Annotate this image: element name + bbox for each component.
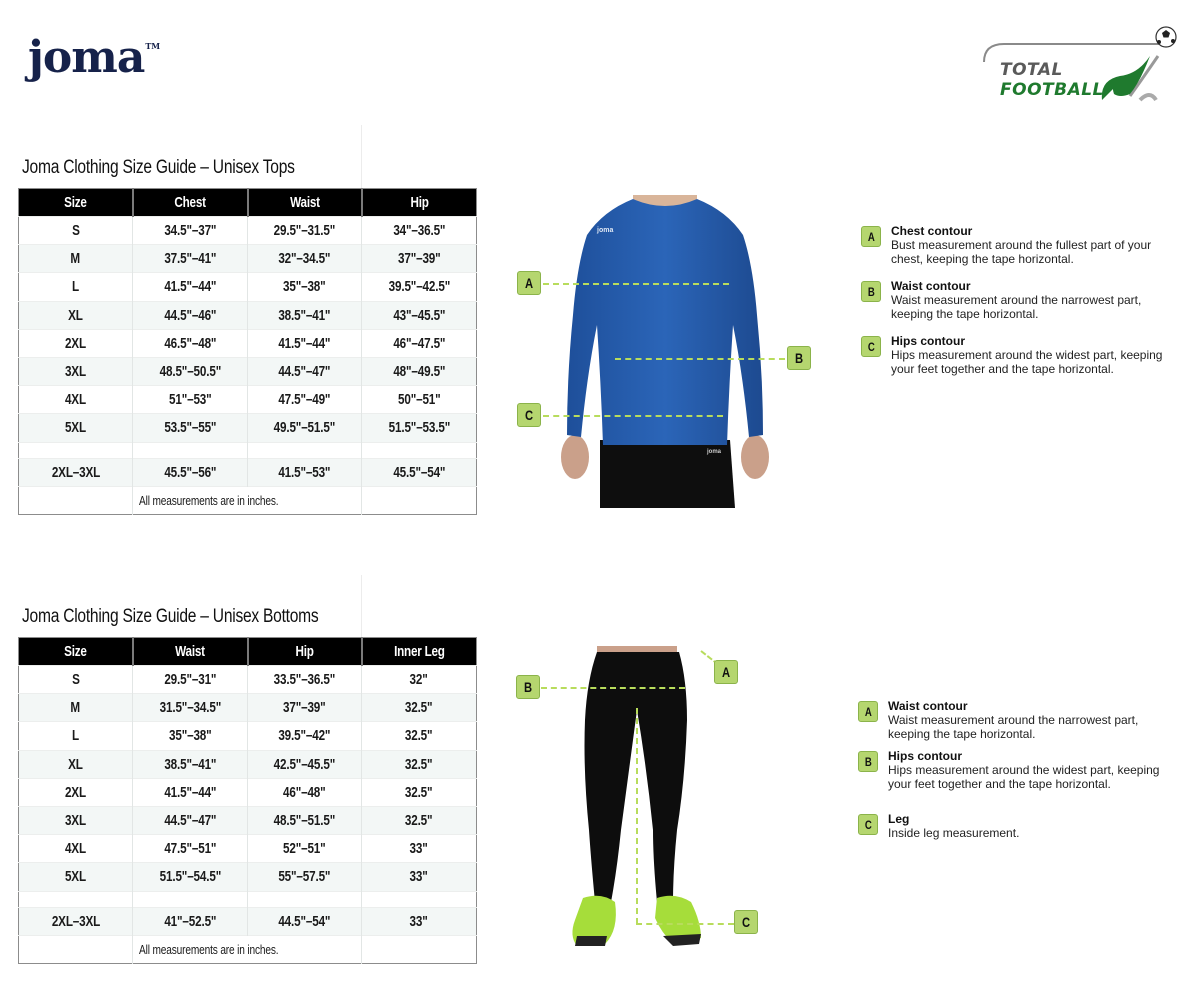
- waist-cell: 41.5"–44": [133, 778, 248, 806]
- hip-cell: 55"–57.5": [248, 863, 362, 891]
- table-row: [19, 386, 477, 414]
- callout-tag-a: A: [517, 271, 541, 295]
- legend-description: Waist measurement around the narrowest part,: [888, 713, 1139, 727]
- tops-figure: [505, 195, 825, 510]
- size-cell: 5XL: [19, 863, 133, 891]
- joma-trademark: TM: [145, 41, 161, 51]
- waist-cell: 41"–52.5": [133, 907, 248, 935]
- table-row: [19, 806, 477, 834]
- empty-cell: [362, 891, 477, 907]
- waist-cell: 29.5"–31": [133, 666, 248, 694]
- callout-tag-b: B: [787, 346, 811, 370]
- tops-size-table: [18, 188, 477, 515]
- legend-title: Chest contour: [891, 224, 973, 238]
- empty-cell: [362, 442, 477, 458]
- waist-cell: 31.5"–34.5": [133, 694, 248, 722]
- waist-cell: 47.5"–51": [133, 835, 248, 863]
- inner-leg-cell: 32.5": [362, 722, 477, 750]
- size-cell: 2XL–3XL: [19, 907, 133, 935]
- column-header-chest: Chest: [133, 189, 248, 217]
- waist-cell: 35"–38": [133, 722, 248, 750]
- table-note-row: [19, 935, 477, 963]
- chest-cell: 41.5"–44": [133, 273, 248, 301]
- table-row: [19, 329, 477, 357]
- callout-tag-c: C: [517, 403, 541, 427]
- size-cell: 3XL: [19, 806, 133, 834]
- legend-tag-c: C: [861, 336, 881, 357]
- column-header-size: Size: [19, 638, 133, 666]
- waist-cell: 35"–38": [248, 273, 362, 301]
- size-cell: 5XL: [19, 414, 133, 442]
- chest-cell: 45.5"–56": [133, 458, 248, 486]
- svg-text:joma: joma: [707, 449, 722, 455]
- legend-title: Hips contour: [888, 749, 962, 763]
- size-cell: 2XL: [19, 329, 133, 357]
- total-football-logo-line1: TOTAL: [1000, 60, 1063, 80]
- waist-cell: 29.5"–31.5": [248, 217, 362, 245]
- tops-section-title: Joma Clothing Size Guide – Unisex Tops: [22, 157, 295, 178]
- measurement-note: All measurements are in inches.: [133, 486, 362, 514]
- inner-leg-cell: 33": [362, 863, 477, 891]
- legend-tag-b: B: [858, 751, 878, 772]
- total-football-logo: [980, 20, 1180, 104]
- table-row: [19, 217, 477, 245]
- legend-item-waist: [861, 279, 1181, 321]
- size-cell: S: [19, 217, 133, 245]
- column-header-waist: Waist: [133, 638, 248, 666]
- legend-tag-b: B: [861, 281, 881, 302]
- inner-leg-cell: 33": [362, 835, 477, 863]
- empty-cell: [19, 486, 133, 514]
- size-cell: L: [19, 273, 133, 301]
- hip-cell: 46"–48": [248, 778, 362, 806]
- waist-cell: 38.5"–41": [133, 750, 248, 778]
- callout-tag-b: B: [516, 675, 540, 699]
- table-spacer-row: [19, 442, 477, 458]
- table-row-combined: [19, 458, 477, 486]
- legend-description: chest, keeping the tape horizontal.: [891, 252, 1074, 266]
- chest-cell: 46.5"–48": [133, 329, 248, 357]
- waist-cell: 44.5"–47": [248, 357, 362, 385]
- legend-description: Waist measurement around the narrowest part,: [891, 293, 1142, 307]
- legend-item-hips: [861, 334, 1181, 376]
- legend-description: Inside leg measurement.: [888, 826, 1020, 840]
- column-header-hip: Hip: [362, 189, 477, 217]
- legend-title: Leg: [888, 812, 910, 826]
- waist-guide-line: [615, 358, 785, 360]
- inner-leg-cell: 33": [362, 907, 477, 935]
- table-row: [19, 357, 477, 385]
- inner-leg-cell: 32.5": [362, 694, 477, 722]
- waist-cell: 51.5"–54.5": [133, 863, 248, 891]
- hip-cell: 34"–36.5": [362, 217, 477, 245]
- size-cell: L: [19, 722, 133, 750]
- chest-cell: 37.5"–41": [133, 245, 248, 273]
- table-row-combined: [19, 907, 477, 935]
- column-header-size: Size: [19, 189, 133, 217]
- empty-cell: [19, 442, 133, 458]
- waist-cell: 44.5"–47": [133, 806, 248, 834]
- inner-leg-cell: 32": [362, 666, 477, 694]
- hip-cell: 48.5"–51.5": [248, 806, 362, 834]
- inner-leg-cell: 32.5": [362, 778, 477, 806]
- legend-item-waist: [858, 699, 1178, 741]
- column-header-waist: Waist: [248, 189, 362, 217]
- hip-cell: 52"–51": [248, 835, 362, 863]
- legend-item-leg: [858, 812, 1178, 840]
- chest-cell: 44.5"–46": [133, 301, 248, 329]
- chest-cell: 53.5"–55": [133, 414, 248, 442]
- callout-tag-c: C: [734, 910, 758, 934]
- legend-tag-c: C: [858, 814, 878, 835]
- waist-cell: 41.5"–44": [248, 329, 362, 357]
- hip-cell: 43"–45.5": [362, 301, 477, 329]
- table-row: [19, 666, 477, 694]
- table-row: [19, 863, 477, 891]
- legend-description: keeping the tape horizontal.: [891, 307, 1039, 321]
- table-row: [19, 778, 477, 806]
- legend-title: Waist contour: [888, 699, 968, 713]
- empty-cell: [362, 935, 477, 963]
- table-row: [19, 301, 477, 329]
- hip-cell: 51.5"–53.5": [362, 414, 477, 442]
- table-note-row: [19, 486, 477, 514]
- legend-item-hips: [858, 749, 1178, 791]
- legend-description: Hips measurement around the widest part, keeping: [891, 348, 1163, 362]
- hip-cell: 42.5"–45.5": [248, 750, 362, 778]
- size-cell: 4XL: [19, 386, 133, 414]
- legend-title: Hips contour: [891, 334, 965, 348]
- empty-cell: [248, 891, 362, 907]
- waist-cell: 38.5"–41": [248, 301, 362, 329]
- hip-cell: 46"–47.5": [362, 329, 477, 357]
- hips-guide-line: [541, 687, 685, 689]
- table-header-row: [19, 638, 477, 666]
- callout-tag-a: A: [714, 660, 738, 684]
- joma-logo: [28, 32, 161, 83]
- size-cell: M: [19, 245, 133, 273]
- column-header-hip: Hip: [248, 638, 362, 666]
- size-cell: 2XL–3XL: [19, 458, 133, 486]
- model-blue-top-illustration-icon: [505, 195, 825, 510]
- empty-cell: [19, 935, 133, 963]
- bottoms-section-title: Joma Clothing Size Guide – Unisex Bottoms: [22, 606, 319, 627]
- legend-description: Bust measurement around the fullest part of your: [891, 238, 1152, 252]
- hip-cell: 45.5"–54": [362, 458, 477, 486]
- table-row: [19, 414, 477, 442]
- joma-logo-text: joma: [28, 32, 145, 83]
- table-row: [19, 835, 477, 863]
- legend-description: keeping the tape horizontal.: [888, 727, 1036, 741]
- divider: [361, 575, 362, 637]
- inner-leg-cell: 32.5": [362, 750, 477, 778]
- size-cell: 2XL: [19, 778, 133, 806]
- size-cell: XL: [19, 301, 133, 329]
- hip-cell: 48"–49.5": [362, 357, 477, 385]
- legend-item-chest: [861, 224, 1181, 266]
- table-header-row: [19, 189, 477, 217]
- table-row: [19, 694, 477, 722]
- empty-cell: [362, 486, 477, 514]
- inner-leg-guide-line: [636, 923, 734, 925]
- size-cell: M: [19, 694, 133, 722]
- legend-description: your feet together and the tape horizontal.: [888, 777, 1111, 791]
- table-row: [19, 750, 477, 778]
- divider: [361, 125, 362, 190]
- bottoms-figure: [505, 640, 785, 955]
- inner-leg-guide-line: [636, 708, 638, 924]
- chest-cell: 34.5"–37": [133, 217, 248, 245]
- hip-cell: 39.5"–42.5": [362, 273, 477, 301]
- hip-cell: 37"–39": [362, 245, 477, 273]
- waist-cell: 32"–34.5": [248, 245, 362, 273]
- empty-cell: [19, 891, 133, 907]
- empty-cell: [133, 891, 248, 907]
- column-header-inner-leg: Inner Leg: [362, 638, 477, 666]
- table-spacer-row: [19, 891, 477, 907]
- total-football-logo-line2: FOOTBALL: [1000, 80, 1104, 100]
- hip-cell: 37"–39": [248, 694, 362, 722]
- hip-cell: 33.5"–36.5": [248, 666, 362, 694]
- inner-leg-cell: 32.5": [362, 806, 477, 834]
- size-cell: S: [19, 666, 133, 694]
- hip-cell: 50"–51": [362, 386, 477, 414]
- measurement-note: All measurements are in inches.: [133, 935, 362, 963]
- waist-cell: 49.5"–51.5": [248, 414, 362, 442]
- size-cell: 4XL: [19, 835, 133, 863]
- chest-cell: 51"–53": [133, 386, 248, 414]
- waist-cell: 47.5"–49": [248, 386, 362, 414]
- hip-cell: 44.5"–54": [248, 907, 362, 935]
- chest-cell: 48.5"–50.5": [133, 357, 248, 385]
- legend-description: Hips measurement around the widest part, keeping: [888, 763, 1160, 777]
- bottoms-size-table: [18, 637, 477, 964]
- svg-text:joma: joma: [597, 227, 614, 234]
- size-cell: XL: [19, 750, 133, 778]
- hips-guide-line: [543, 415, 723, 417]
- legend-tag-a: A: [858, 701, 878, 722]
- hip-cell: 39.5"–42": [248, 722, 362, 750]
- chest-guide-line: [543, 283, 729, 285]
- table-row: [19, 273, 477, 301]
- legend-description: your feet together and the tape horizontal.: [891, 362, 1114, 376]
- legend-tag-a: A: [861, 226, 881, 247]
- legend-title: Waist contour: [891, 279, 971, 293]
- table-row: [19, 245, 477, 273]
- size-cell: 3XL: [19, 357, 133, 385]
- table-row: [19, 722, 477, 750]
- waist-cell: 41.5"–53": [248, 458, 362, 486]
- empty-cell: [248, 442, 362, 458]
- empty-cell: [133, 442, 248, 458]
